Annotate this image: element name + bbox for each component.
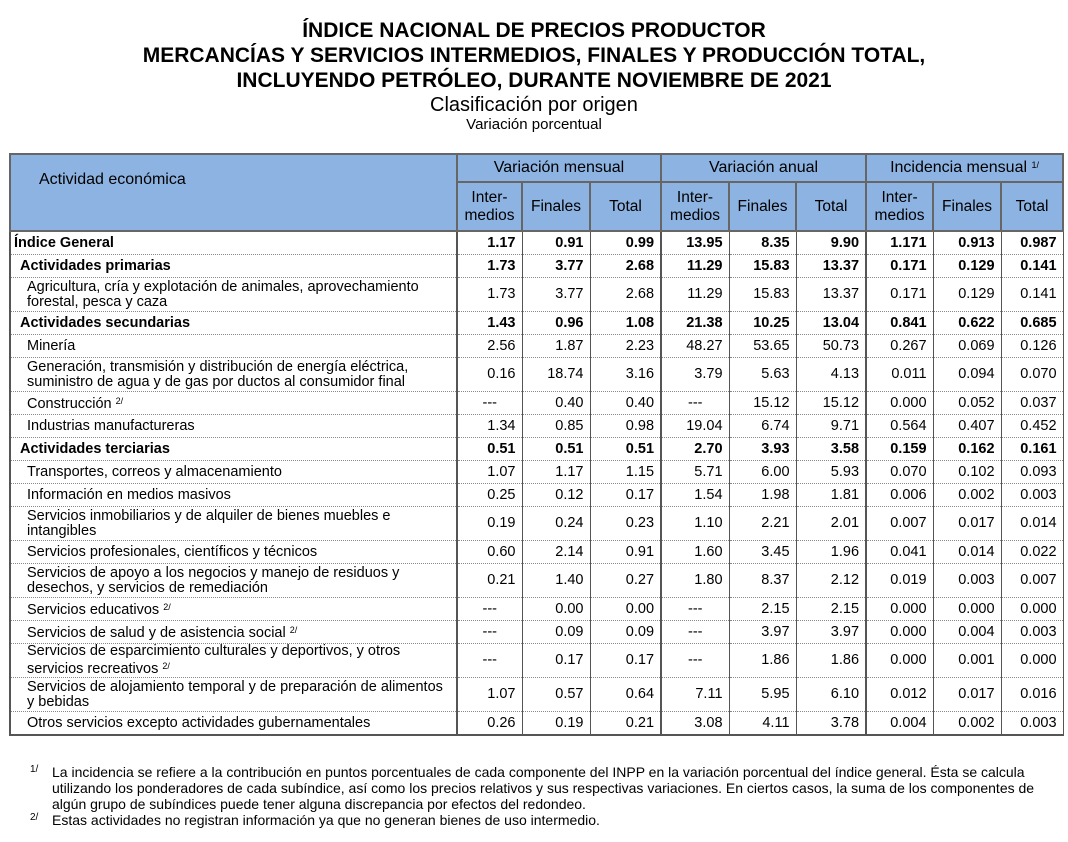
value-cell: 5.71 <box>661 461 729 484</box>
value-cell: 2.15 <box>729 598 796 621</box>
value-cell: 13.37 <box>796 278 866 312</box>
subheader-intermedios: Inter- medios <box>457 182 522 231</box>
value-cell: --- <box>457 644 522 678</box>
value-cell: 0.987 <box>1001 231 1063 255</box>
value-cell: 0.841 <box>866 312 933 335</box>
footnote-mark: 1/ <box>30 764 39 775</box>
value-cell: 6.10 <box>796 678 866 712</box>
value-cell: 0.159 <box>866 438 933 461</box>
value-cell: 0.452 <box>1001 415 1063 438</box>
value-cell: 1.17 <box>522 461 590 484</box>
value-cell: 0.052 <box>933 392 1001 415</box>
value-cell: 0.000 <box>1001 644 1063 678</box>
value-cell: 0.003 <box>1001 712 1063 736</box>
subheader-finales: Finales <box>522 182 590 231</box>
value-cell: 0.003 <box>1001 621 1063 644</box>
value-cell: 0.000 <box>866 392 933 415</box>
value-cell: 1.87 <box>522 335 590 358</box>
value-cell: 13.04 <box>796 312 866 335</box>
activity-label: Servicios de alojamiento temporal y de preparación de alimentos y bebidas <box>10 678 457 712</box>
value-cell: 9.71 <box>796 415 866 438</box>
value-cell: 0.57 <box>522 678 590 712</box>
value-cell: 19.04 <box>661 415 729 438</box>
header-activity: Actividad económica <box>10 154 457 231</box>
table-row <box>10 461 1063 484</box>
value-cell: 1.73 <box>457 278 522 312</box>
value-cell: 3.45 <box>729 541 796 564</box>
value-cell: 3.58 <box>796 438 866 461</box>
value-cell: 0.16 <box>457 358 522 392</box>
table-row <box>10 644 1063 678</box>
table-row <box>10 231 1063 255</box>
value-cell: 0.685 <box>1001 312 1063 335</box>
title-line-3: INCLUYENDO PETRÓLEO, DURANTE NOVIEMBRE DE 2021 <box>236 69 832 92</box>
value-cell: 0.407 <box>933 415 1001 438</box>
value-cell: 0.141 <box>1001 255 1063 278</box>
subheader-finales: Finales <box>729 182 796 231</box>
activity-label: Generación, transmisión y distribución de energía eléctrica, suministro de agua y de gas por ductos al consumidor final <box>10 358 457 392</box>
value-cell: 0.622 <box>933 312 1001 335</box>
value-cell: 0.007 <box>866 507 933 541</box>
footnote-ref: 2/ <box>163 602 171 612</box>
value-cell: 11.29 <box>661 278 729 312</box>
activity-label: Actividades terciarias <box>10 438 457 461</box>
value-cell: 0.002 <box>933 484 1001 507</box>
activity-label: Servicios educativos $^{2/}$ <box>10 598 457 621</box>
activity-label: Servicios de esparcimiento culturales y deportivos, y otros servicios recreativos $^{2/}$ <box>10 644 457 678</box>
table-row <box>10 564 1063 598</box>
value-cell: 1.40 <box>522 564 590 598</box>
table-row <box>10 678 1063 712</box>
value-cell: 4.11 <box>729 712 796 736</box>
value-cell: --- <box>661 392 729 415</box>
value-cell: 0.141 <box>1001 278 1063 312</box>
value-cell: 0.093 <box>1001 461 1063 484</box>
value-cell: 3.77 <box>522 255 590 278</box>
value-cell: 1.43 <box>457 312 522 335</box>
subheader-intermedios: Inter- medios <box>866 182 933 231</box>
subheader-total: Total <box>1001 182 1063 231</box>
value-cell: 0.069 <box>933 335 1001 358</box>
value-cell: 0.99 <box>590 231 661 255</box>
value-cell: 13.37 <box>796 255 866 278</box>
value-cell: 1.15 <box>590 461 661 484</box>
value-cell: 2.70 <box>661 438 729 461</box>
table-row <box>10 541 1063 564</box>
value-cell: 0.40 <box>590 392 661 415</box>
value-cell: 0.001 <box>933 644 1001 678</box>
activity-label: Transportes, correos y almacenamiento <box>10 461 457 484</box>
value-cell: 1.08 <box>590 312 661 335</box>
value-cell: 0.40 <box>522 392 590 415</box>
value-cell: 0.022 <box>1001 541 1063 564</box>
value-cell: 0.00 <box>590 598 661 621</box>
value-cell: --- <box>457 598 522 621</box>
value-cell: 1.86 <box>796 644 866 678</box>
activity-label: Agricultura, cría y explotación de animales, aprovechamiento forestal, pesca y caza <box>10 278 457 312</box>
value-cell: 3.97 <box>796 621 866 644</box>
value-cell: 2.21 <box>729 507 796 541</box>
value-cell: 0.19 <box>457 507 522 541</box>
value-cell: 3.93 <box>729 438 796 461</box>
table-row <box>10 438 1063 461</box>
value-cell: 0.003 <box>1001 484 1063 507</box>
activity-label: Actividades secundarias <box>10 312 457 335</box>
value-cell: 3.77 <box>522 278 590 312</box>
value-cell: 0.564 <box>866 415 933 438</box>
value-cell: 0.129 <box>933 255 1001 278</box>
footnote-ref: 2/ <box>115 396 124 406</box>
value-cell: 0.000 <box>866 621 933 644</box>
table-row <box>10 358 1063 392</box>
activity-label: Construcción $^{2/}$ <box>10 392 457 415</box>
footnote-ref: 2/ <box>162 661 170 671</box>
value-cell: 15.83 <box>729 255 796 278</box>
value-cell: 0.60 <box>457 541 522 564</box>
activity-label: Minería <box>10 335 457 358</box>
table-row <box>10 621 1063 644</box>
value-cell: 0.17 <box>590 484 661 507</box>
value-cell: 21.38 <box>661 312 729 335</box>
footnote-text: La incidencia se refiere a la contribución en puntos porcentuales de cada componente del INPP en la variación porcentual del índice general. Ésta se calcula utilizando los ponderadores de cada subíndice, así como los precios relativos y sus respectivas variaciones. En ciertos casos, la suma de los componentes de algún grupo de subíndices puede tener alguna discrepancia por efectos del redondeo. <box>52 764 1035 812</box>
value-cell: 1.171 <box>866 231 933 255</box>
table-row <box>10 392 1063 415</box>
table-row <box>10 312 1063 335</box>
report-title-block <box>0 18 1068 133</box>
value-cell: 0.23 <box>590 507 661 541</box>
value-cell: --- <box>661 621 729 644</box>
header-group-anual: Variación anual <box>661 154 866 182</box>
value-cell: 0.19 <box>522 712 590 736</box>
value-cell: 2.56 <box>457 335 522 358</box>
value-cell: 1.98 <box>729 484 796 507</box>
value-cell: 1.07 <box>457 678 522 712</box>
value-cell: 2.23 <box>590 335 661 358</box>
value-cell: 0.09 <box>522 621 590 644</box>
value-cell: 18.74 <box>522 358 590 392</box>
value-cell: 0.51 <box>522 438 590 461</box>
table-body <box>10 231 1063 735</box>
value-cell: 0.51 <box>457 438 522 461</box>
subheader-total: Total <box>590 182 661 231</box>
value-cell: 0.21 <box>457 564 522 598</box>
value-cell: --- <box>457 392 522 415</box>
value-cell: 0.102 <box>933 461 1001 484</box>
value-cell: 0.21 <box>590 712 661 736</box>
value-cell: 0.12 <box>522 484 590 507</box>
header-group-incidencia: Incidencia mensual $^{1/}$ <box>866 154 1063 182</box>
table-row <box>10 335 1063 358</box>
value-cell: 5.93 <box>796 461 866 484</box>
value-cell: 8.37 <box>729 564 796 598</box>
value-cell: 0.913 <box>933 231 1001 255</box>
value-cell: 0.126 <box>1001 335 1063 358</box>
subheader-total: Total <box>796 182 866 231</box>
value-cell: 1.60 <box>661 541 729 564</box>
value-cell: 0.17 <box>522 644 590 678</box>
value-cell: 0.037 <box>1001 392 1063 415</box>
value-cell: 1.07 <box>457 461 522 484</box>
value-cell: --- <box>661 598 729 621</box>
value-cell: 2.68 <box>590 255 661 278</box>
value-cell: 0.267 <box>866 335 933 358</box>
title-line-1: ÍNDICE NACIONAL DE PRECIOS PRODUCTOR <box>302 19 766 42</box>
value-cell: 0.070 <box>1001 358 1063 392</box>
value-cell: 6.00 <box>729 461 796 484</box>
footnote-mark: 2/ <box>30 812 39 823</box>
value-cell: 1.96 <box>796 541 866 564</box>
value-cell: 10.25 <box>729 312 796 335</box>
value-cell: 1.17 <box>457 231 522 255</box>
value-cell: 0.000 <box>866 644 933 678</box>
value-cell: 1.80 <box>661 564 729 598</box>
table-row <box>10 712 1063 736</box>
footnotes <box>30 764 1060 828</box>
value-cell: 48.27 <box>661 335 729 358</box>
value-cell: 0.171 <box>866 278 933 312</box>
value-cell: 1.10 <box>661 507 729 541</box>
value-cell: 2.01 <box>796 507 866 541</box>
table-row <box>10 415 1063 438</box>
footnote-ref: 2/ <box>289 625 298 635</box>
value-cell: 0.85 <box>522 415 590 438</box>
value-cell: 15.12 <box>729 392 796 415</box>
inpp-table <box>9 153 1064 736</box>
value-cell: 3.16 <box>590 358 661 392</box>
value-cell: 4.13 <box>796 358 866 392</box>
footnote-2 <box>30 812 1060 828</box>
value-cell: 7.11 <box>661 678 729 712</box>
value-cell: 15.12 <box>796 392 866 415</box>
value-cell: 0.96 <box>522 312 590 335</box>
value-cell: 0.00 <box>522 598 590 621</box>
subheader-intermedios: Inter- medios <box>661 182 729 231</box>
unit-label: Variación porcentual <box>466 116 602 133</box>
activity-label: Servicios de apoyo a los negocios y manejo de residuos y desechos, y servicios de remediación <box>10 564 457 598</box>
value-cell: 2.12 <box>796 564 866 598</box>
value-cell: 0.161 <box>1001 438 1063 461</box>
value-cell: 0.006 <box>866 484 933 507</box>
value-cell: 0.007 <box>1001 564 1063 598</box>
value-cell: 0.91 <box>590 541 661 564</box>
value-cell: 0.26 <box>457 712 522 736</box>
value-cell: 0.016 <box>1001 678 1063 712</box>
value-cell: 1.86 <box>729 644 796 678</box>
value-cell: 1.54 <box>661 484 729 507</box>
value-cell: 0.27 <box>590 564 661 598</box>
activity-label: Otros servicios excepto actividades gubernamentales <box>10 712 457 736</box>
activity-label: Índice General <box>10 231 457 255</box>
value-cell: 0.000 <box>866 598 933 621</box>
value-cell: 0.000 <box>1001 598 1063 621</box>
activity-label: Servicios profesionales, científicos y técnicos <box>10 541 457 564</box>
value-cell: 0.004 <box>866 712 933 736</box>
activity-label: Actividades primarias <box>10 255 457 278</box>
value-cell: 0.25 <box>457 484 522 507</box>
value-cell: 50.73 <box>796 335 866 358</box>
activity-label: Servicios inmobiliarios y de alquiler de bienes muebles e intangibles <box>10 507 457 541</box>
value-cell: 0.64 <box>590 678 661 712</box>
value-cell: 6.74 <box>729 415 796 438</box>
value-cell: 3.08 <box>661 712 729 736</box>
value-cell: 0.129 <box>933 278 1001 312</box>
value-cell: 0.014 <box>933 541 1001 564</box>
value-cell: 0.98 <box>590 415 661 438</box>
title-line-2: MERCANCÍAS Y SERVICIOS INTERMEDIOS, FINALES Y PRODUCCIÓN TOTAL, <box>142 44 926 67</box>
value-cell: 0.070 <box>866 461 933 484</box>
value-cell: 0.002 <box>933 712 1001 736</box>
footnote-text: Estas actividades no registran información ya que no generan bienes de uso intermedio. <box>52 812 600 828</box>
value-cell: 0.011 <box>866 358 933 392</box>
value-cell: 2.15 <box>796 598 866 621</box>
value-cell: 0.000 <box>933 598 1001 621</box>
value-cell: --- <box>457 621 522 644</box>
table-row <box>10 598 1063 621</box>
value-cell: 0.017 <box>933 678 1001 712</box>
value-cell: 1.73 <box>457 255 522 278</box>
subtitle: Clasificación por origen <box>430 94 638 116</box>
value-cell: 0.51 <box>590 438 661 461</box>
subheader-finales: Finales <box>933 182 1001 231</box>
value-cell: 0.09 <box>590 621 661 644</box>
footnote-1 <box>30 764 1060 812</box>
value-cell: 9.90 <box>796 231 866 255</box>
value-cell: 5.63 <box>729 358 796 392</box>
value-cell: 5.95 <box>729 678 796 712</box>
value-cell: 1.81 <box>796 484 866 507</box>
value-cell: 2.68 <box>590 278 661 312</box>
value-cell: 3.97 <box>729 621 796 644</box>
value-cell: 0.162 <box>933 438 1001 461</box>
value-cell: 0.17 <box>590 644 661 678</box>
table-row <box>10 507 1063 541</box>
value-cell: 3.78 <box>796 712 866 736</box>
value-cell: --- <box>661 644 729 678</box>
value-cell: 15.83 <box>729 278 796 312</box>
value-cell: 0.012 <box>866 678 933 712</box>
activity-label: Información en medios masivos <box>10 484 457 507</box>
header-group-mensual: Variación mensual <box>457 154 661 182</box>
footnote-ref: 1/ <box>1031 160 1039 170</box>
value-cell: 0.004 <box>933 621 1001 644</box>
value-cell: 0.094 <box>933 358 1001 392</box>
value-cell: 0.019 <box>866 564 933 598</box>
value-cell: 3.79 <box>661 358 729 392</box>
table-row <box>10 278 1063 312</box>
value-cell: 0.003 <box>933 564 1001 598</box>
value-cell: 2.14 <box>522 541 590 564</box>
value-cell: 0.014 <box>1001 507 1063 541</box>
value-cell: 8.35 <box>729 231 796 255</box>
value-cell: 1.34 <box>457 415 522 438</box>
value-cell: 13.95 <box>661 231 729 255</box>
value-cell: 0.171 <box>866 255 933 278</box>
value-cell: 0.017 <box>933 507 1001 541</box>
activity-label: Servicios de salud y de asistencia social $^{2/}$ <box>10 621 457 644</box>
value-cell: 11.29 <box>661 255 729 278</box>
value-cell: 53.65 <box>729 335 796 358</box>
activity-label: Industrias manufactureras <box>10 415 457 438</box>
table-row <box>10 255 1063 278</box>
table-row <box>10 484 1063 507</box>
value-cell: 0.24 <box>522 507 590 541</box>
value-cell: 0.91 <box>522 231 590 255</box>
value-cell: 0.041 <box>866 541 933 564</box>
